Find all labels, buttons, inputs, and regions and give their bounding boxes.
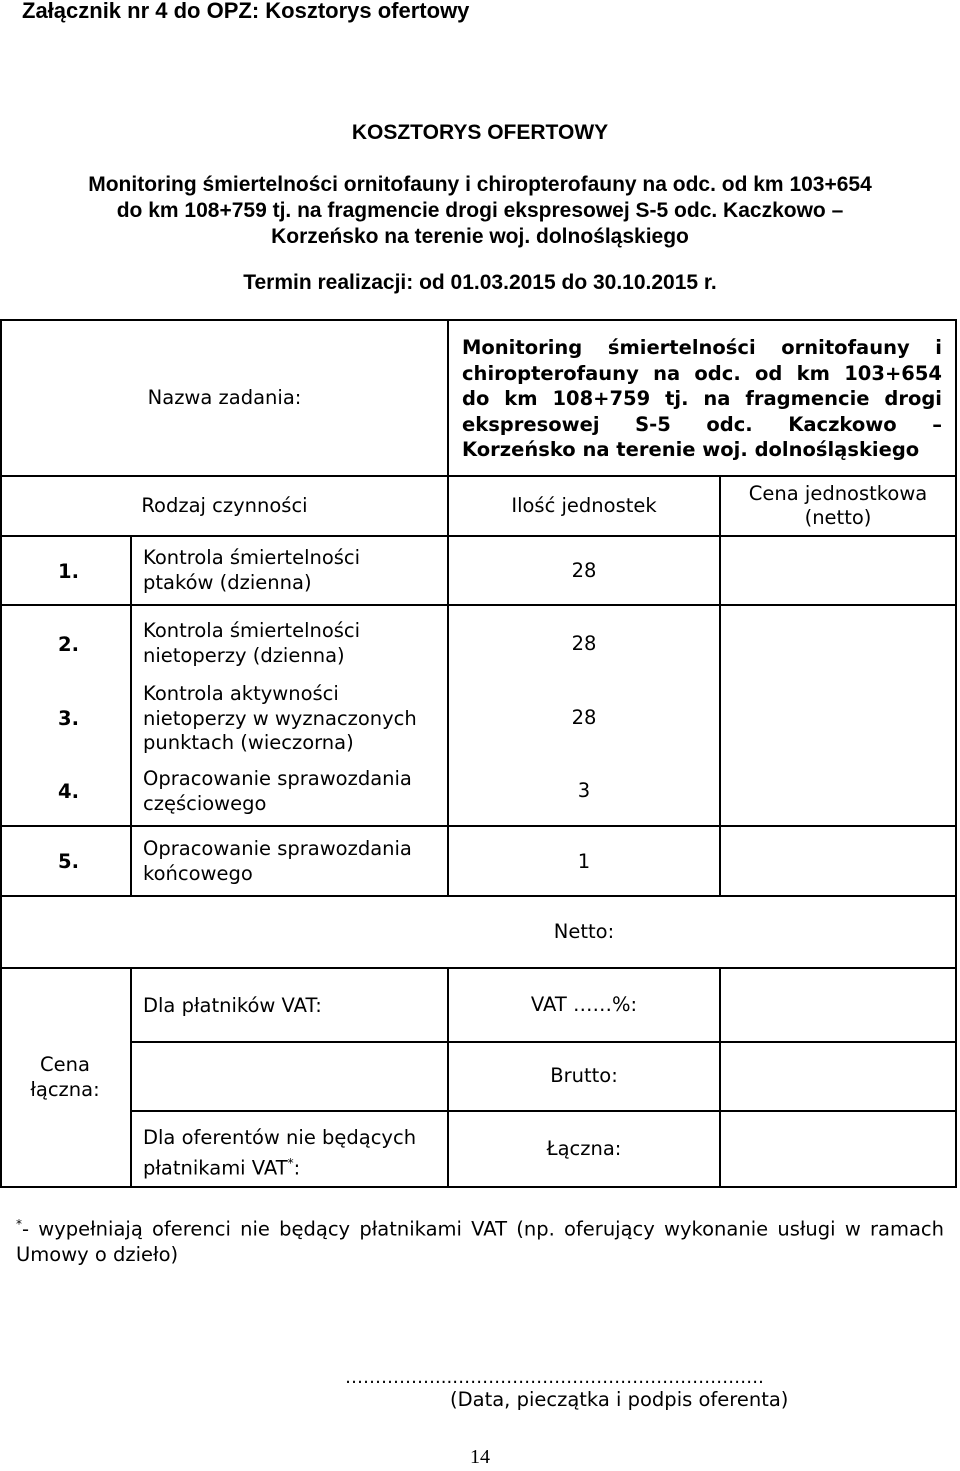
footnote-text: - wypełniają oferenci nie będący płatnikami VAT (np. oferujący wykonanie usługi w ramach Umowy o dzieło) [16, 1217, 944, 1266]
total-price-label [0, 969, 130, 1186]
netto-label [449, 897, 719, 967]
task-name-label [0, 321, 449, 475]
signature-caption: (Data, pieczątka i podpis oferenta) [450, 1388, 789, 1411]
header-unit-price-line: Cena jednostkowa [748, 481, 928, 505]
footnote [16, 1212, 944, 1267]
header-activity-text: Rodzaj czynności [141, 493, 308, 517]
non-vat-payers-label-line: Dla oferentów nie będących [143, 1126, 417, 1149]
row-activity-line: częściowego [143, 791, 267, 815]
row-activity-line: nietoperzy (dzienna) [143, 643, 345, 667]
row-quantity: 28 [571, 632, 597, 655]
table-border-right [955, 319, 957, 1188]
footnote-marker: * [16, 1217, 22, 1231]
total-price-label-line: łączna: [30, 1077, 100, 1101]
row-number: 1. [58, 560, 79, 583]
task-name-label-text: Nazwa zadania: [147, 385, 302, 409]
total-price-label-line: Cena [40, 1053, 90, 1076]
document-title: KOSZTORYS OFERTOWY [351, 121, 609, 144]
row-activity [143, 767, 412, 816]
row-activity-line: punktach (wieczorna) [143, 731, 354, 754]
annex-title: Załącznik nr 4 do OPZ: Kosztorys ofertowy [22, 0, 470, 23]
signature-line: ……………...……………………………………………. [345, 1367, 764, 1388]
row-number: 3. [58, 707, 79, 730]
row-activity-line: Kontrola aktywności [143, 682, 339, 705]
row-number: 5. [58, 850, 79, 873]
header-activity [0, 477, 449, 535]
row-quantity: 28 [571, 706, 597, 729]
header-unit-price [721, 477, 955, 535]
row-activity-line: ptaków (dzienna) [143, 570, 312, 594]
non-vat-payers-label-colon: : [293, 1156, 301, 1179]
table-rule [0, 535, 957, 537]
row-quantity: 1 [577, 850, 591, 873]
row-activity-line: Kontrola śmiertelności [143, 546, 361, 569]
deadline: Termin realizacji: od 01.03.2015 do 30.10.2015 r. [243, 271, 717, 294]
table-rule [719, 475, 721, 897]
row-activity-line: końcowego [143, 861, 253, 885]
row-activity [143, 682, 417, 756]
footnote-marker: * [287, 1155, 294, 1170]
task-title-line: Korzeńsko na terenie woj. dolnośląskiego [271, 225, 689, 248]
vat-payers-label: Dla płatników VAT: [143, 994, 322, 1017]
task-name-line: Monitoring śmiertelności ornitofauny i [462, 336, 942, 359]
row-activity-line: Opracowanie sprawozdania [143, 837, 412, 860]
table-rule [130, 535, 132, 897]
vat-label-text: VAT ……%: [530, 992, 638, 1016]
header-quantity [449, 477, 719, 535]
row-activity [143, 619, 360, 668]
task-name-line: chiropterofauny na odc. od km 103+654 [462, 361, 942, 385]
row-activity-line: Opracowanie sprawozdania [143, 767, 412, 790]
page-number: 14 [470, 1446, 490, 1468]
task-title [0, 172, 960, 250]
table-rule [130, 967, 132, 1188]
row-activity-line: Kontrola śmiertelności [143, 619, 361, 642]
table-rule [0, 604, 957, 606]
non-vat-payers-label-line [143, 1151, 416, 1181]
brutto-label [449, 1043, 719, 1110]
vat-label [449, 969, 719, 1041]
netto-label-text: Netto: [553, 919, 615, 943]
row-activity [143, 837, 412, 886]
table-rule [0, 825, 957, 827]
non-vat-payers-label-text: płatnikami VAT [143, 1156, 288, 1179]
total-sum-label [449, 1112, 719, 1186]
table-rule [447, 475, 449, 897]
brutto-label-text: Brutto: [550, 1064, 618, 1088]
header-quantity-text: Ilość jednostek [511, 493, 657, 517]
task-name-value [462, 335, 942, 463]
table-border-bottom [0, 1186, 957, 1188]
task-title-line: do km 108+759 tj. na fragmencie drogi ekspresowej S-5 odc. Kaczkowo – [116, 199, 844, 222]
row-quantity: 28 [571, 559, 597, 582]
total-sum-label-text: Łączna: [546, 1136, 622, 1160]
task-title-line: Monitoring śmiertelności ornitofauny i chiropterofauny na odc. od km 103+654 [88, 173, 872, 196]
task-name-line: ekspresowej S-5 odc. Kaczkowo – [462, 412, 942, 436]
row-number: 4. [58, 780, 79, 803]
row-activity [143, 546, 360, 595]
header-unit-price-line: (netto) [804, 506, 872, 529]
table-rule [719, 967, 721, 1188]
row-number: 2. [58, 633, 79, 656]
row-quantity: 3 [577, 779, 591, 802]
task-name-line: Korzeńsko na terenie woj. dolnośląskiego [462, 438, 920, 461]
task-name-line: do km 108+759 tj. na fragmencie drogi [462, 387, 942, 410]
non-vat-payers-label [143, 1126, 416, 1181]
row-activity-line: nietoperzy w wyznaczonych [143, 706, 417, 730]
